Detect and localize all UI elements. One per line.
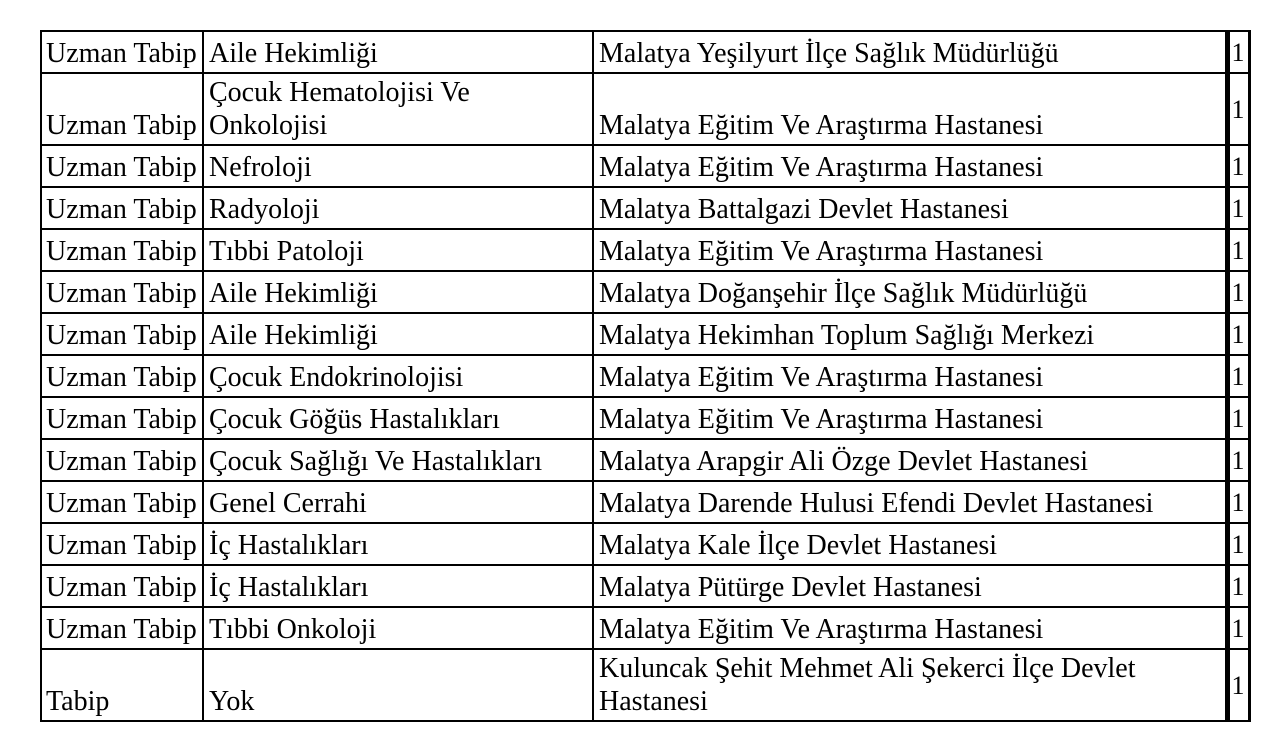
branch-cell-text: Çocuk Hematolojisi Ve Onkolojisi <box>209 77 470 141</box>
branch-cell-text: Çocuk Endokrinolojisi <box>209 362 464 393</box>
institution-cell <box>593 187 1227 229</box>
count-cell <box>1227 355 1249 397</box>
branch-cell <box>203 523 593 565</box>
institution-cell <box>593 565 1227 607</box>
count-cell-text: 1 <box>1231 94 1245 124</box>
branch-cell <box>203 397 593 439</box>
branch-cell <box>203 229 593 271</box>
title-cell <box>41 145 203 187</box>
institution-cell-text: Malatya Eğitim Ve Araştırma Hastanesi <box>599 152 1044 183</box>
table-row <box>41 187 1249 229</box>
branch-cell <box>203 145 593 187</box>
title-cell <box>41 607 203 649</box>
branch-cell-text: Çocuk Sağlığı Ve Hastalıkları <box>209 446 543 477</box>
count-cell-text: 1 <box>1231 361 1245 391</box>
count-cell-text: 1 <box>1231 151 1245 181</box>
title-cell-text: Uzman Tabip <box>46 362 197 393</box>
table-row <box>41 439 1249 481</box>
position-table <box>40 30 1251 722</box>
table-row <box>41 271 1249 313</box>
institution-cell <box>593 229 1227 271</box>
branch-cell-text: İç Hastalıkları <box>209 572 369 603</box>
title-cell <box>41 313 203 355</box>
institution-cell-text: Malatya Eğitim Ve Araştırma Hastanesi <box>599 236 1044 267</box>
institution-cell <box>593 523 1227 565</box>
institution-cell-text: Kuluncak Şehit Mehmet Ali Şekerci İlçe Devlet Hastanesi <box>599 653 1136 717</box>
count-cell-text: 1 <box>1231 37 1245 67</box>
title-cell-text: Uzman Tabip <box>46 152 197 183</box>
count-cell <box>1227 313 1249 355</box>
branch-cell <box>203 313 593 355</box>
table-row <box>41 523 1249 565</box>
institution-cell <box>593 271 1227 313</box>
count-cell <box>1227 607 1249 649</box>
title-cell-text: Uzman Tabip <box>46 530 197 561</box>
title-cell <box>41 31 203 73</box>
table-body <box>41 31 1249 721</box>
table-row <box>41 481 1249 523</box>
branch-cell-text: Genel Cerrahi <box>209 488 367 519</box>
count-cell <box>1227 187 1249 229</box>
institution-cell <box>593 649 1227 721</box>
count-cell-text: 1 <box>1231 193 1245 223</box>
institution-cell-text: Malatya Eğitim Ve Araştırma Hastanesi <box>599 110 1044 141</box>
title-cell <box>41 565 203 607</box>
institution-cell <box>593 31 1227 73</box>
title-cell <box>41 481 203 523</box>
branch-cell-text: Aile Hekimliği <box>209 38 378 69</box>
branch-cell-text: Çocuk Göğüs Hastalıkları <box>209 404 500 435</box>
count-cell-text: 1 <box>1231 571 1245 601</box>
count-cell <box>1227 397 1249 439</box>
table-row <box>41 229 1249 271</box>
table-row <box>41 31 1249 73</box>
title-cell <box>41 271 203 313</box>
table-row <box>41 313 1249 355</box>
count-cell <box>1227 565 1249 607</box>
table-row <box>41 145 1249 187</box>
institution-cell <box>593 481 1227 523</box>
branch-cell <box>203 607 593 649</box>
institution-cell <box>593 73 1227 145</box>
institution-cell-text: Malatya Pütürge Devlet Hastanesi <box>599 572 982 603</box>
branch-cell <box>203 31 593 73</box>
count-cell <box>1227 649 1249 721</box>
table-row <box>41 397 1249 439</box>
title-cell <box>41 439 203 481</box>
branch-cell <box>203 439 593 481</box>
title-cell-text: Uzman Tabip <box>46 236 197 267</box>
institution-cell <box>593 313 1227 355</box>
branch-cell <box>203 565 593 607</box>
branch-cell-text: Tıbbi Patoloji <box>209 236 364 267</box>
title-cell-text: Uzman Tabip <box>46 110 197 141</box>
institution-cell-text: Malatya Kale İlçe Devlet Hastanesi <box>599 530 998 561</box>
title-cell <box>41 397 203 439</box>
title-cell-text: Uzman Tabip <box>46 572 197 603</box>
institution-cell-text: Malatya Eğitim Ve Araştırma Hastanesi <box>599 404 1044 435</box>
title-cell-text: Uzman Tabip <box>46 614 197 645</box>
count-cell-text: 1 <box>1231 487 1245 517</box>
title-cell-text: Uzman Tabip <box>46 488 197 519</box>
branch-cell-text: Aile Hekimliği <box>209 278 378 309</box>
count-cell-text: 1 <box>1231 235 1245 265</box>
table-row <box>41 73 1249 145</box>
branch-cell-text: Tıbbi Onkoloji <box>209 614 377 645</box>
title-cell <box>41 229 203 271</box>
title-cell-text: Tabip <box>46 686 110 717</box>
count-cell <box>1227 271 1249 313</box>
branch-cell-text: Radyoloji <box>209 194 320 225</box>
institution-cell-text: Malatya Battalgazi Devlet Hastanesi <box>599 194 1009 225</box>
title-cell-text: Uzman Tabip <box>46 38 197 69</box>
table-row <box>41 355 1249 397</box>
branch-cell <box>203 649 593 721</box>
title-cell <box>41 355 203 397</box>
count-cell-text: 1 <box>1231 613 1245 643</box>
count-cell <box>1227 439 1249 481</box>
title-cell-text: Uzman Tabip <box>46 446 197 477</box>
branch-cell <box>203 271 593 313</box>
title-cell <box>41 73 203 145</box>
count-cell-text: 1 <box>1231 403 1245 433</box>
table-row <box>41 607 1249 649</box>
count-cell-text: 1 <box>1231 670 1245 700</box>
institution-cell-text: Malatya Arapgir Ali Özge Devlet Hastanesi <box>599 446 1089 477</box>
count-cell <box>1227 73 1249 145</box>
institution-cell-text: Malatya Doğanşehir İlçe Sağlık Müdürlüğü <box>599 278 1088 309</box>
institution-cell-text: Malatya Hekimhan Toplum Sağlığı Merkezi <box>599 320 1095 351</box>
count-cell-text: 1 <box>1231 445 1245 475</box>
institution-cell-text: Malatya Eğitim Ve Araştırma Hastanesi <box>599 614 1044 645</box>
count-cell-text: 1 <box>1231 529 1245 559</box>
count-cell <box>1227 481 1249 523</box>
count-cell-text: 1 <box>1231 319 1245 349</box>
title-cell <box>41 649 203 721</box>
branch-cell <box>203 355 593 397</box>
title-cell-text: Uzman Tabip <box>46 404 197 435</box>
count-cell <box>1227 145 1249 187</box>
branch-cell <box>203 481 593 523</box>
institution-cell <box>593 355 1227 397</box>
institution-cell-text: Malatya Yeşilyurt İlçe Sağlık Müdürlüğü <box>599 38 1059 69</box>
count-cell <box>1227 523 1249 565</box>
branch-cell-text: Aile Hekimliği <box>209 320 378 351</box>
institution-cell <box>593 439 1227 481</box>
branch-cell <box>203 73 593 145</box>
count-cell <box>1227 31 1249 73</box>
institution-cell-text: Malatya Darende Hulusi Efendi Devlet Hastanesi <box>599 488 1154 519</box>
institution-cell <box>593 397 1227 439</box>
title-cell-text: Uzman Tabip <box>46 320 197 351</box>
count-cell <box>1227 229 1249 271</box>
institution-cell-text: Malatya Eğitim Ve Araştırma Hastanesi <box>599 362 1044 393</box>
table-row <box>41 565 1249 607</box>
title-cell-text: Uzman Tabip <box>46 278 197 309</box>
institution-cell <box>593 607 1227 649</box>
title-cell-text: Uzman Tabip <box>46 194 197 225</box>
branch-cell-text: Nefroloji <box>209 152 312 183</box>
title-cell <box>41 187 203 229</box>
count-cell-text: 1 <box>1231 277 1245 307</box>
branch-cell <box>203 187 593 229</box>
branch-cell-text: Yok <box>209 686 255 717</box>
table-row <box>41 649 1249 721</box>
institution-cell <box>593 145 1227 187</box>
branch-cell-text: İç Hastalıkları <box>209 530 369 561</box>
title-cell <box>41 523 203 565</box>
